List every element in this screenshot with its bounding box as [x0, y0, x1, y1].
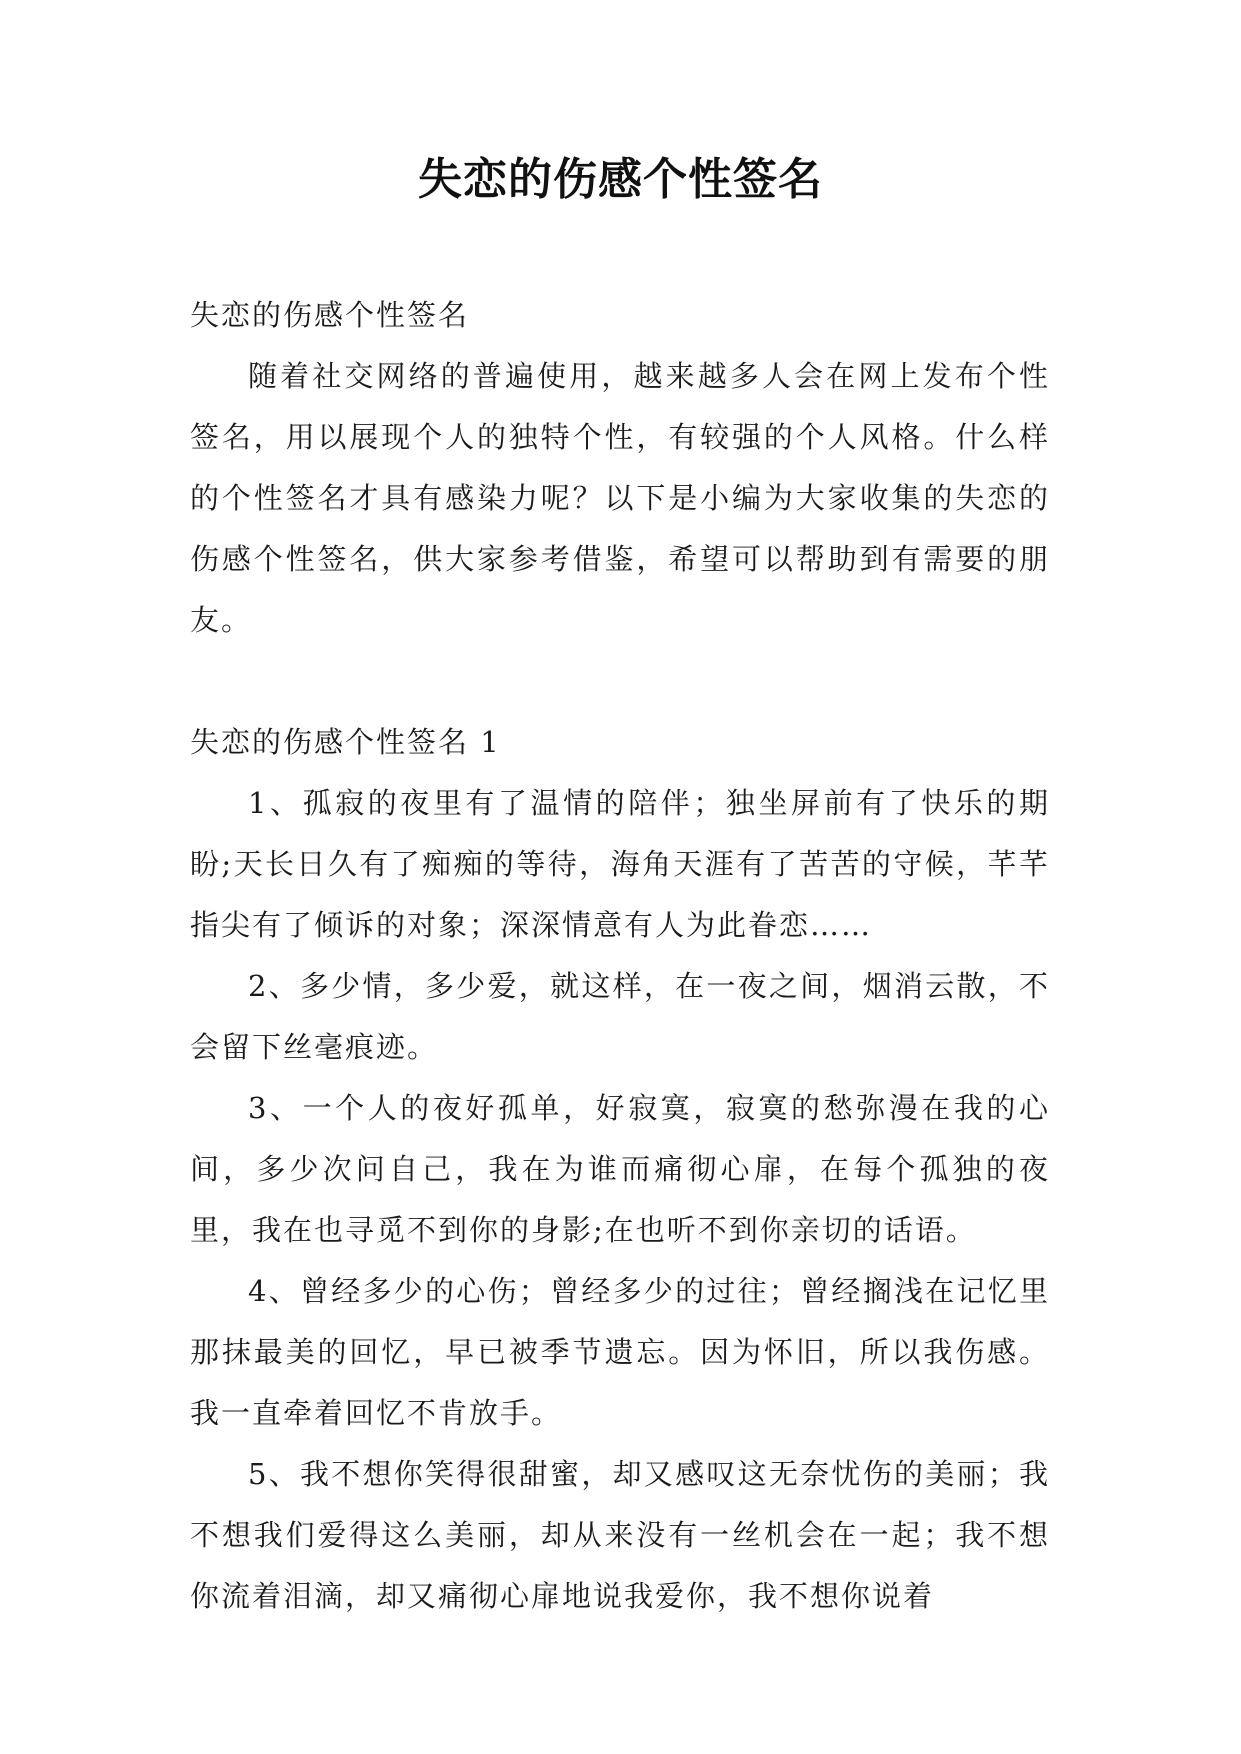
signature-item: 3、一个人的夜好孤单，好寂寞，寂寞的愁弥漫在我的心间，多少次问自己，我在为谁而痛彻心扉，在每个孤独的夜里，我在也寻觅不到你的身影;在也听不到你亲切的话语。 — [190, 1091, 1050, 1247]
signature-item: 2、多少情，多少爱，就这样，在一夜之间，烟消云散，不会留下丝毫痕迹。 — [190, 969, 1050, 1064]
intro-paragraph: 随着社交网络的普遍使用，越来越多人会在网上发布个性签名，用以展现个人的独特个性，有较强的个人风格。什么样的个性签名才具有感染力呢？以下是小编为大家收集的失恋的伤感个性签名，供大家参考借鉴，希望可以帮助到有需要的朋友。 — [190, 359, 1050, 637]
document-title: 失恋的伤感个性签名 — [418, 154, 823, 205]
section-heading-1: 失恋的伤感个性签名 1 — [190, 725, 501, 759]
signature-item: 4、曾经多少的心伤；曾经多少的过往；曾经搁浅在记忆里那抹最美的回忆，早已被季节遗忘。因为怀旧，所以我伤感。我一直牵着回忆不肯放手。 — [190, 1274, 1050, 1430]
signature-item: 1、孤寂的夜里有了温情的陪伴；独坐屏前有了快乐的期盼;天长日久有了痴痴的等待，海角天涯有了苦苦的守候，芊芊指尖有了倾诉的对象；深深情意有人为此眷恋…… — [190, 786, 1050, 942]
section-spacer — [190, 651, 1050, 712]
document-body — [190, 285, 1050, 1627]
intro-heading: 失恋的伤感个性签名 — [190, 298, 470, 332]
signature-item: 5、我不想你笑得很甜蜜，却又感叹这无奈忧伤的美丽；我不想我们爱得这么美丽，却从来没有一丝机会在一起；我不想你流着泪滴，却又痛彻心扉地说我爱你，我不想你说着 — [190, 1457, 1050, 1613]
